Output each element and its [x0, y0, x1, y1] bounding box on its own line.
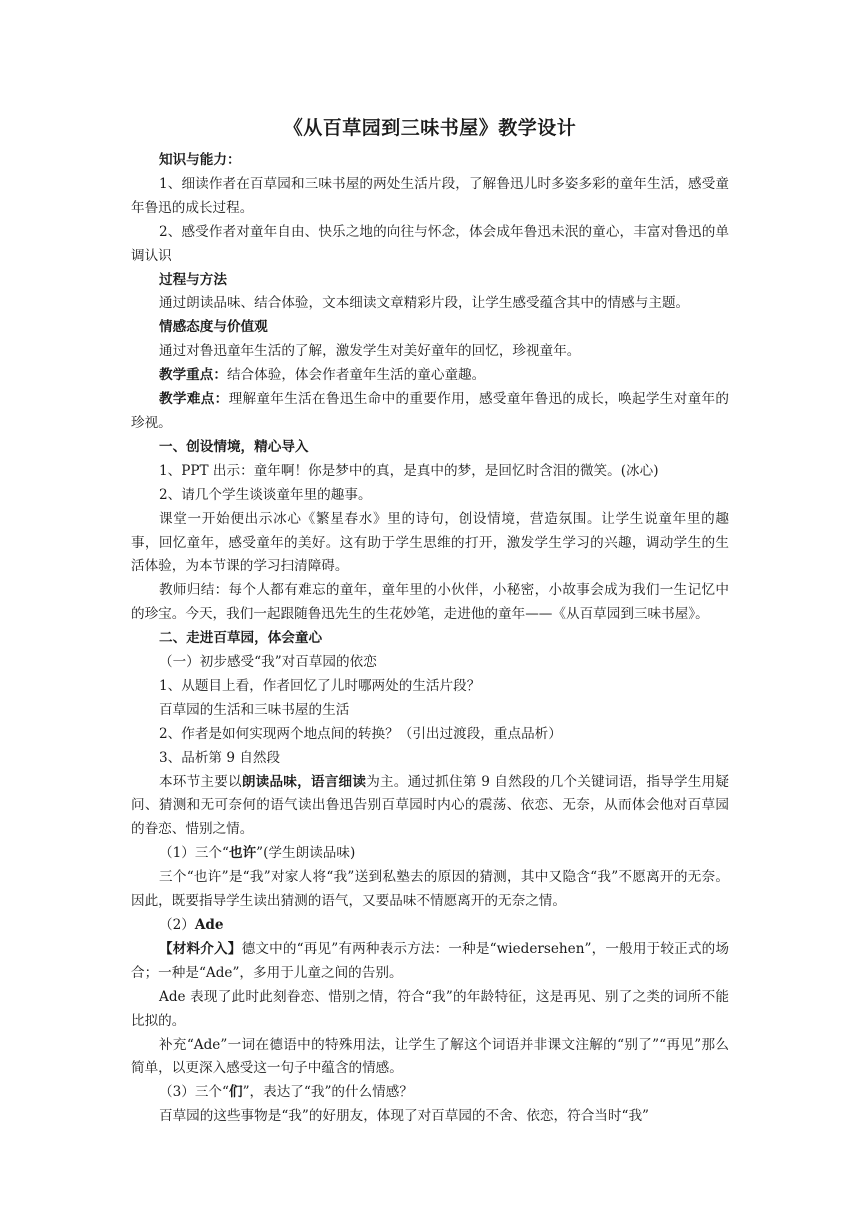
- paragraph: 2、感受作者对童年自由、快乐之地的向往与怀念，体会成年鲁迅未泯的童心，丰富对鲁迅的单调认识: [131, 223, 729, 264]
- paragraph: 2、作者是如何实现两个地点间的转换？（引出过渡段，重点品析）: [159, 725, 562, 742]
- key-point-paragraph: [131, 364, 729, 388]
- difficulty-paragraph: [131, 388, 729, 436]
- part1-heading: 一、创设情境，精心导入: [159, 438, 309, 455]
- bold-span: 也许: [228, 845, 257, 862]
- text-span: （1）三个“: [159, 845, 229, 862]
- document-body: [131, 113, 729, 1129]
- item-heading: [131, 914, 729, 938]
- text-span: ”，表达了“我”的什么情感？: [242, 1084, 413, 1101]
- paragraph: Ade 表现了此时此刻眷恋、惜别之情，符合“我”的年龄特征，这是再见、别了之类的词所不能比拟的。: [131, 988, 729, 1029]
- item-heading: [131, 1081, 729, 1105]
- paragraph: 三个“也许”是“我”对家人将“我”送到私塾去的原因的猜测，其中又隐含“我”不愿离开的无奈。因此，既要指导学生读出猜测的语气，又要品味不情愿离开的无奈之情。: [131, 869, 729, 910]
- paragraph: 课堂一开始便出示冰心《繁星春水》里的诗句，创设情境，营造氛围。让学生说童年里的趣事，回忆童年，感受童年的美好。这有助于学生思维的打开，激发学生学习的兴趣，调动学生的生活体验，为本节课的学习扫清障碍。: [131, 510, 729, 575]
- text-span: （2）: [159, 917, 195, 933]
- part2-heading: 二、走进百草园，体会童心: [159, 630, 323, 647]
- paragraph: 1、从题目上看，作者回忆了儿时哪两处的生活片段？: [159, 677, 481, 694]
- text-span: （3）三个“: [159, 1084, 229, 1101]
- text-span: 德文中的“再见”有两种表示方法：一种是“wiedersehen”，一般用于较正式的场合；一种是“Ade”，多用于儿童之间的告别。: [131, 940, 730, 981]
- section-heading-knowledge: 知识与能力：: [159, 152, 241, 168]
- paragraph: 1、PPT 出示：童年啊！你是梦中的真，是真中的梦，是回忆时含泪的微笑。(冰心): [159, 462, 659, 479]
- paragraph: [131, 938, 729, 986]
- paragraph: 3、品析第 9 自然段: [159, 749, 281, 766]
- paragraph: 1、细读作者在百草园和三味书屋的两处生活片段，了解鲁迅儿时多姿多彩的童年生活，感受童年鲁迅的成长过程。: [131, 175, 729, 216]
- text-span: 本环节主要以: [159, 773, 242, 790]
- paragraph: 通过对鲁迅童年生活的了解，激发学生对美好童年的回忆，珍视童年。: [159, 343, 581, 360]
- section-heading-attitude: 情感态度与价值观: [159, 319, 268, 336]
- key-point-text: 结合体验，体会作者童年生活的童心童趣。: [226, 367, 486, 384]
- paragraph: 百草园的这些事物是“我”的好朋友，体现了对百草园的不舍、依恋，符合当时“我”: [159, 1108, 649, 1125]
- bold-span: Ade: [194, 917, 224, 933]
- bold-span: 朗读品味，语言细读: [241, 773, 367, 790]
- key-point-label: 教学重点：: [159, 367, 227, 384]
- paragraph: 补充“Ade”一词在德语中的特殊用法，让学生了解这个词语并非课文注解的“别了”“再见”那么简单，以更深入感受这一句子中蕴含的情感。: [131, 1036, 729, 1077]
- difficulty-label: 教学难点：: [159, 391, 229, 408]
- paragraph: 百草园的生活和三味书屋的生活: [159, 701, 350, 718]
- paragraph: 教师归结：每个人都有难忘的童年，童年里的小伙伴，小秘密，小故事会成为我们一生记忆中的珍宝。今天，我们一起跟随鲁迅先生的生花妙笔，走进他的童年——《从百草园到三味书屋》。: [131, 582, 729, 623]
- difficulty-text: 理解童年生活在鲁迅生命中的重要作用，感受童年鲁迅的成长，唤起学生对童年的珍视。: [131, 391, 730, 431]
- page-title: 《从百草园到三味书屋》教学设计: [283, 117, 577, 139]
- paragraph: 通过朗读品味、结合体验，文本细读文章精彩片段，让学生感受蕴含其中的情感与主题。: [159, 295, 690, 312]
- text-span: 为主。通过抓住第 9 自然段的几个关键词语，指导学生用疑问、猜测和无可奈何的语气读出鲁迅告别百草园时内心的震荡、依恋、无奈，从而体会他对百草园的眷恋、惜别之情。: [131, 773, 729, 838]
- paragraph: （一）初步感受“我”对百草园的依恋: [159, 654, 377, 671]
- paragraph: [131, 771, 729, 843]
- paragraph: 2、请几个学生谈谈童年里的趣事。: [159, 486, 372, 503]
- bold-span: 们: [228, 1084, 243, 1101]
- item-heading: [131, 842, 729, 866]
- section-heading-process: 过程与方法: [159, 271, 227, 288]
- bold-span: 【材料介入】: [159, 940, 242, 957]
- text-span: ”(学生朗读品味): [256, 845, 356, 862]
